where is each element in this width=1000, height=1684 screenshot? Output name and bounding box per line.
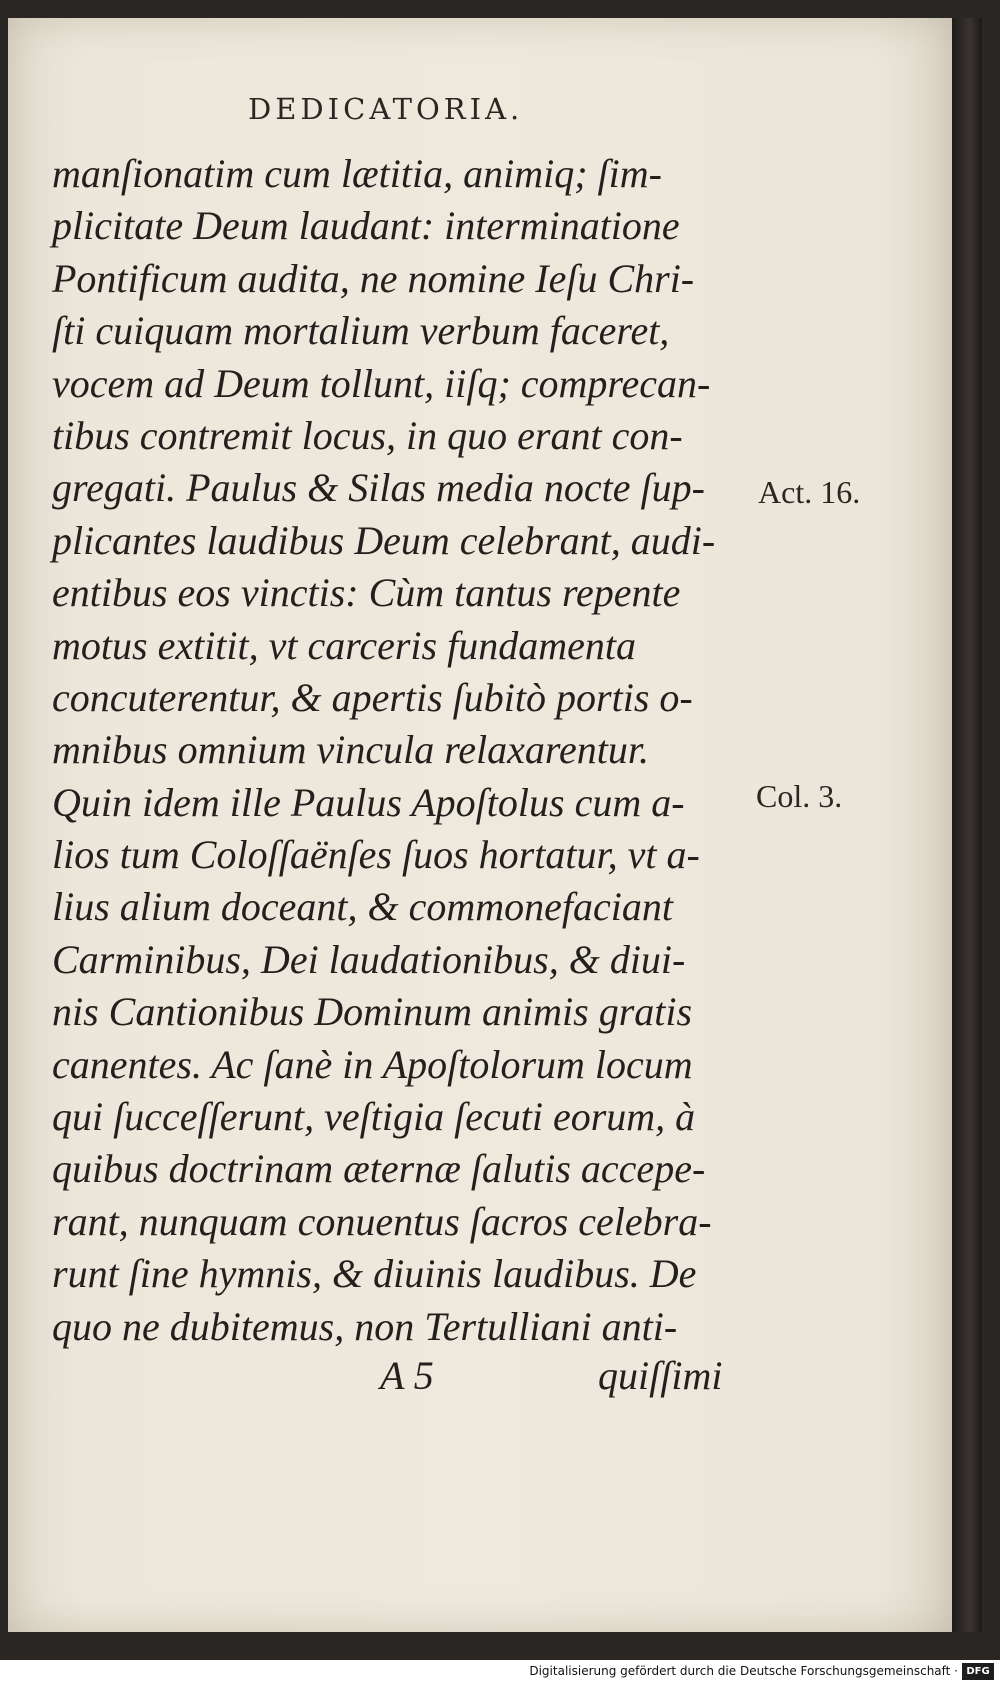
page-edge-shadow — [952, 18, 982, 1632]
text-line: runt ſine hymnis, & diuinis laudibus. De — [52, 1251, 697, 1297]
text-line: plicantes laudibus Deum celebrant, audi- — [52, 517, 716, 563]
text-line: Pontificum audita, ne nomine Ieſu Chri- — [52, 255, 695, 301]
text-line: lios tum Coloſſaënſes ſuos hortatur, vt a- — [52, 832, 700, 878]
text-line: plicitate Deum laudant: interminatione — [52, 203, 680, 249]
dfg-logo-icon: DFG — [962, 1663, 994, 1680]
footer-bar — [0, 1660, 1000, 1684]
marginal-note-acts: Act. 16. — [758, 474, 861, 510]
text-line: quibus doctrinam æternæ ſalutis accepe- — [52, 1146, 706, 1192]
text-line: nis Cantionibus Dominum animis gratis — [52, 989, 693, 1035]
text-line: qui ſucceſſerunt, veſtigia ſecuti eorum, à — [52, 1094, 696, 1140]
text-line: motus extitit, vt carceris fundamenta — [52, 622, 636, 668]
text-line: gregati. Paulus & Silas media nocte ſup- — [52, 465, 705, 511]
text-line: rant, nunquam conuentus ſacros celebra- — [52, 1198, 712, 1244]
text-line: lius alium doceant, & commonefaciant — [52, 884, 674, 930]
text-line: canentes. Ac ſanè in Apoſtolorum locum — [52, 1041, 693, 1087]
text-line: tibus contremit locus, in quo erant con- — [52, 412, 683, 458]
footer-credit: Digitalisierung gefördert durch die Deutsche Forschungsgemeinschaft · — [529, 1664, 958, 1678]
text-line: Carminibus, Dei laudationibus, & diui- — [52, 936, 686, 982]
signature-mark: A 5 — [380, 1353, 434, 1398]
text-line: entibus eos vinctis: Cùm tantus repente — [52, 570, 681, 616]
text-line: ſti cuiquam mortalium verbum faceret, — [52, 308, 670, 354]
text-line: Quin idem ille Paulus Apoſtolus cum a- — [52, 779, 685, 825]
running-head: DEDICATORIA. — [248, 92, 524, 126]
catchword: quiſſimi — [598, 1353, 723, 1398]
body-text — [52, 148, 752, 1353]
text-line: vocem ad Deum tollunt, iiſq; comprecan- — [52, 360, 711, 406]
text-line: quo ne dubitemus, non Tertulliani anti- — [52, 1303, 678, 1349]
text-line: mnibus omnium vincula relaxarentur. — [52, 727, 649, 773]
text-line: manſionatim cum lætitia, animiq; ſim- — [52, 151, 662, 196]
marginal-note-colossians: Col. 3. — [756, 778, 843, 814]
text-line: concuterentur, & apertis ſubitò portis o- — [52, 674, 693, 720]
